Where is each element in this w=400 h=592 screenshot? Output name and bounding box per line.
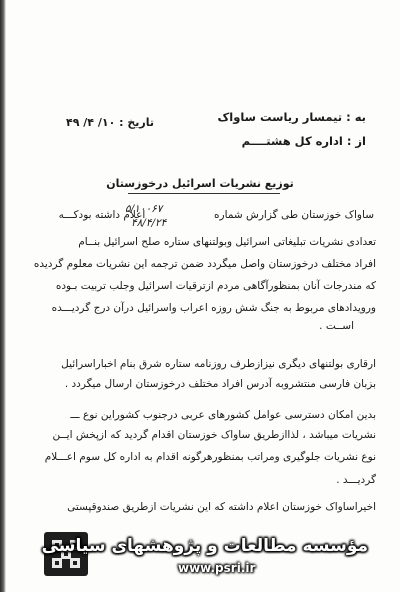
paragraph-3-line-2: نشریات میباشد ، لذاازطریق ساواک خوزستان اقدام گردید که ازپخش ایــن	[52, 429, 376, 441]
paragraph-1-line-1-end: اعلام داشته بودکـــه	[58, 209, 146, 221]
paragraph-1-line-1	[59, 208, 374, 222]
subject-underline	[128, 193, 280, 194]
paragraph-1-line-6: اســت .	[319, 320, 354, 332]
scan-edge-shadow	[0, 0, 6, 592]
paragraph-3-line-4: گردیـــد .	[336, 474, 376, 486]
paragraph-3-line-3: نوع نشریات جلوگیری ومراتب بمنظورهرگونه اقدام به اداره کل سوم اعـــلام	[44, 451, 376, 463]
recipient-line: به : تیمسار ریاست ساواک	[217, 110, 366, 124]
paragraph-2-line-1: ارقاری بولتنهای دیگری نیزازطرف روزنامه ستاره شرق بنام اخباراسرائیل	[61, 358, 376, 370]
paragraph-2-line-2: بزبان فارسی منتشروبه آدرس افراد مختلف درخوزستان ارسال میگردد .	[64, 378, 376, 390]
reference-number: ۵/۱۰۰۶۷	[125, 203, 163, 215]
publisher-watermark	[41, 532, 376, 582]
paragraph-1-line-3: افراد مختلف درخوزستان واصل میگردد ضمن ترجمه این نشریات معلوم گردیده	[33, 258, 376, 270]
sender-line: از : اداره کل هشتــــم	[241, 134, 366, 148]
reference-date: ۴۸/۴/۲۴	[131, 217, 167, 229]
watermark-title: مؤسسه مطالعات و پژوهشهای سیاسی	[41, 536, 368, 556]
subject-heading: توزیع نشریات اسرائیل درخوزستان	[106, 177, 294, 190]
paragraph-1-line-5: ورویدادهای مربوط به جنگ شش روزه اعراب واسرائیل درآن درج گردیـــده	[51, 302, 376, 314]
paragraph-1-line-4: که مندرجات آنان بمنظورآگاهی مردم ازترقیات اسرائیل وجلب تربیت بـوده	[55, 280, 376, 292]
paragraph-1-line-2: تعدادی نشریات تبلیغاتی اسرائیل وبولتنهای ستاره صلح اسرائیل بنــام	[78, 236, 376, 248]
date-line: تاریخ : ۱۰/ ۴/ ۴۹	[66, 116, 155, 129]
paragraph-4-line-1: اخیراساواک خوزستان اعلام داشته که این نشریات ازطریق صندوقپستی	[67, 501, 376, 513]
paragraph-3-line-1: بدین امکان دسترسی عوامل کشورهای عربی درجنوب کشوراین نوع ـــ	[70, 409, 376, 421]
paragraph-1-line-1-start: ساواک خوزستان طی گزارش شماره	[214, 209, 374, 221]
watermark-url: www.psri.ir	[178, 561, 256, 575]
